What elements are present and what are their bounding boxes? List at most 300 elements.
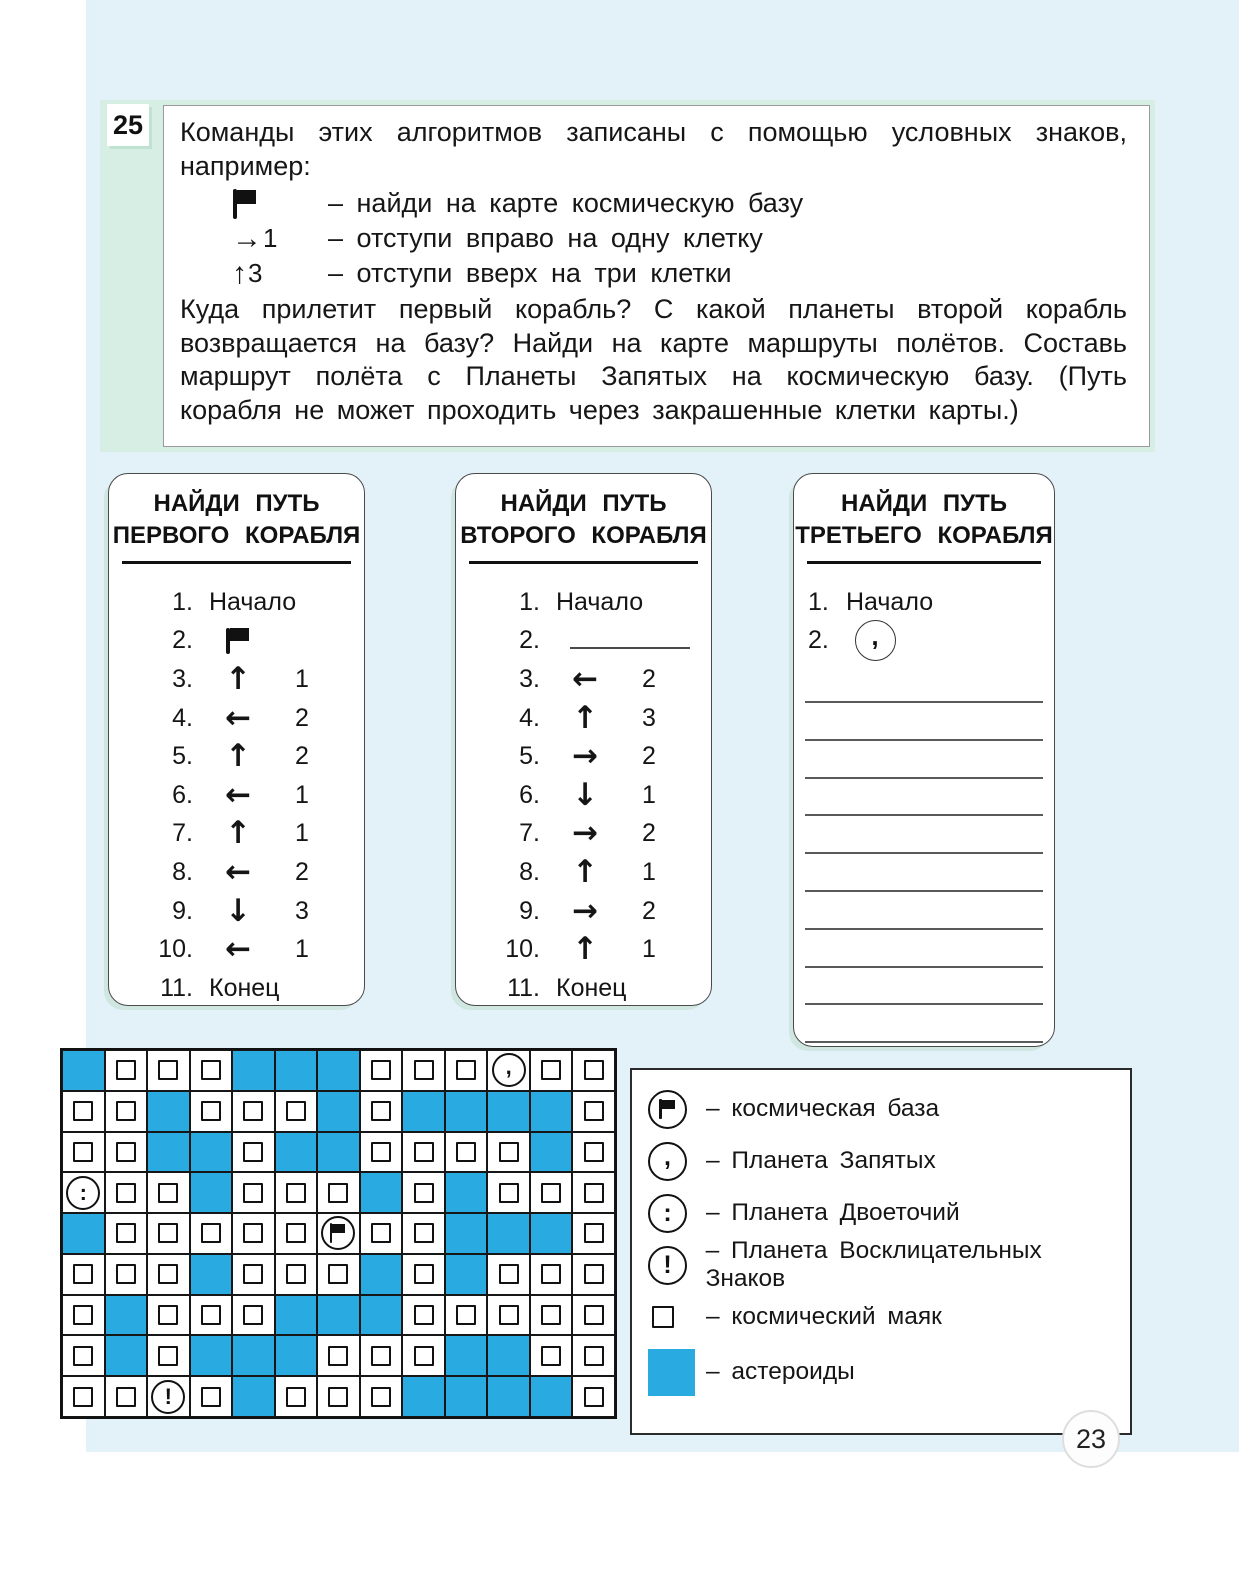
map-cell-beacon <box>232 1091 275 1132</box>
map-cell-asteroid <box>317 1050 360 1091</box>
legend-item <box>648 1343 1130 1401</box>
answer-line <box>805 1003 1043 1005</box>
asteroid-icon <box>648 1349 706 1396</box>
map-cell-asteroid <box>317 1295 360 1336</box>
map-cell-asteroid <box>275 1335 318 1376</box>
algorithm-step <box>149 699 364 738</box>
beacon-icon <box>116 1264 136 1284</box>
map-cell-beacon <box>360 1335 403 1376</box>
beacon-icon <box>584 1101 604 1121</box>
symbol-count: 3 <box>248 258 263 288</box>
algorithm-step <box>496 853 711 892</box>
step-number: 11. <box>507 973 540 1002</box>
beacon-icon <box>158 1305 178 1325</box>
map-cell-beacon <box>445 1050 488 1091</box>
algorithm-step <box>149 930 364 969</box>
answer-line <box>805 814 1043 816</box>
step-number: 1. <box>172 587 193 616</box>
space-base-icon <box>648 1090 706 1129</box>
planet-comma-icon <box>648 1142 706 1181</box>
map-cell-asteroid <box>62 1213 105 1254</box>
beacon-icon <box>158 1346 178 1366</box>
arrow-right-icon: → <box>572 892 598 929</box>
map-cell-beacon <box>105 1172 148 1213</box>
map-cell-beacon <box>105 1091 148 1132</box>
map-cell-beacon <box>445 1295 488 1336</box>
beacon-icon <box>541 1346 561 1366</box>
beacon-icon <box>286 1223 306 1243</box>
flag-icon <box>658 1099 677 1119</box>
space-map-grid <box>60 1048 617 1419</box>
beacon-icon <box>456 1142 476 1162</box>
beacon-icon <box>201 1223 221 1243</box>
legend-label: – Планета Восклицательных Знаков <box>705 1237 1042 1292</box>
beacon-icon <box>243 1223 263 1243</box>
arrow-up-icon <box>209 660 267 697</box>
map-cell-asteroid <box>275 1132 318 1173</box>
map-cell-asteroid <box>62 1050 105 1091</box>
step-label: Конец <box>556 973 627 1002</box>
arrow-left-icon <box>209 699 267 736</box>
beacon-icon <box>201 1305 221 1325</box>
map-cell-beacon <box>572 1091 615 1132</box>
planet-comma-icon <box>846 620 904 661</box>
beacon-icon <box>652 1306 674 1328</box>
page-number: 23 <box>1062 1410 1120 1468</box>
algorithm-step <box>808 622 1054 661</box>
card-title <box>109 488 364 552</box>
step-number: 8. <box>172 857 193 886</box>
beacon-icon <box>584 1142 604 1162</box>
map-cell-beacon <box>147 1050 190 1091</box>
beacon-icon <box>371 1346 391 1366</box>
task-body: Куда прилетит первый корабль? С какой планеты второй корабль возвращается на базу? Найди на карте маршруты полётов. Составь маршрут полёта с Планеты Запятых на космическую базу. (Путь корабля не может проходить через закрашенные клетки карты.) <box>180 294 1127 425</box>
beacon-icon <box>243 1183 263 1203</box>
planet-colon-icon: : <box>66 1176 100 1210</box>
arrow-left-icon <box>556 660 614 697</box>
beacon-icon <box>499 1183 519 1203</box>
step-number: 9. <box>519 896 540 925</box>
map-cell-beacon <box>572 1132 615 1173</box>
arrow-up-icon <box>556 853 614 890</box>
step-label: Начало <box>846 587 934 616</box>
step-number: 3. <box>172 664 193 693</box>
beacon-icon <box>371 1060 391 1080</box>
arrow-left-icon: ← <box>225 931 251 968</box>
answer-line <box>805 928 1043 930</box>
map-cell-asteroid <box>190 1335 233 1376</box>
task-number-badge: 25 <box>107 104 149 146</box>
arrow-down-icon <box>556 776 614 813</box>
arrow-up-icon <box>556 699 614 736</box>
legend-item <box>648 1239 1130 1291</box>
map-cell-beacon <box>402 1335 445 1376</box>
map-cell-beacon <box>147 1172 190 1213</box>
algorithm-step <box>496 660 711 699</box>
map-cell-beacon <box>105 1376 148 1417</box>
symbol-examples <box>180 186 1127 291</box>
space-base-icon <box>321 1216 355 1250</box>
map-cell-beacon <box>190 1050 233 1091</box>
map-cell-asteroid <box>232 1376 275 1417</box>
map-cell-planet-comma <box>487 1050 530 1091</box>
map-cell-asteroid <box>530 1376 573 1417</box>
step-count: 1 <box>295 780 309 809</box>
beacon-icon <box>116 1060 136 1080</box>
legend-label: – астероиды <box>706 1358 855 1385</box>
map-cell-beacon <box>572 1050 615 1091</box>
symbol-description: – отступи вверх на три клетки <box>328 258 732 288</box>
beacon-icon <box>328 1264 348 1284</box>
map-cell-asteroid <box>402 1376 445 1417</box>
map-cell-beacon <box>147 1295 190 1336</box>
card-third-ship <box>793 473 1055 1047</box>
step-count: 1 <box>642 935 656 964</box>
step-count: 1 <box>642 857 656 886</box>
arrow-up-icon <box>209 738 267 775</box>
map-cell-beacon <box>360 1091 403 1132</box>
card-title-line2: ВТОРОГО КОРАБЛЯ <box>460 522 707 549</box>
card-second-ship <box>455 473 712 1006</box>
beacon-icon <box>584 1060 604 1080</box>
map-cell-beacon <box>232 1254 275 1295</box>
map-cell-beacon <box>360 1050 403 1091</box>
answer-line <box>805 701 1043 703</box>
answer-line <box>805 777 1043 779</box>
arrow-down-icon: ↓ <box>225 892 251 929</box>
map-cell-beacon <box>275 1091 318 1132</box>
planet-comma-icon: , <box>648 1142 687 1181</box>
map-cell-asteroid <box>105 1335 148 1376</box>
beacon-icon <box>73 1305 93 1325</box>
card-title <box>456 488 711 552</box>
symbol-example-row <box>180 256 1127 291</box>
map-cell-asteroid <box>487 1213 530 1254</box>
step-number: 7. <box>172 819 193 848</box>
map-cell-beacon <box>487 1172 530 1213</box>
map-cell-asteroid <box>487 1091 530 1132</box>
beacon-icon <box>584 1183 604 1203</box>
beacon-icon <box>371 1387 391 1407</box>
map-cell-beacon <box>232 1295 275 1336</box>
map-cell-planet-exclamation <box>147 1376 190 1417</box>
beacon-icon <box>414 1142 434 1162</box>
map-cell-beacon <box>530 1254 573 1295</box>
map-cell-planet-colon <box>62 1172 105 1213</box>
beacon-icon <box>201 1060 221 1080</box>
step-number: 11. <box>160 973 193 1002</box>
step-count: 2 <box>295 742 309 771</box>
algorithm-step <box>149 583 364 622</box>
map-cell-beacon <box>317 1254 360 1295</box>
arrow-left-icon <box>209 853 267 890</box>
beacon-icon <box>414 1183 434 1203</box>
map-cell-beacon <box>232 1213 275 1254</box>
planet-colon-icon: : <box>648 1194 687 1233</box>
algorithm-step <box>496 815 711 854</box>
step-count: 3 <box>642 703 656 732</box>
step-number: 1. <box>808 587 829 616</box>
map-cell-asteroid <box>317 1091 360 1132</box>
map-cell-beacon <box>572 1335 615 1376</box>
map-cell-beacon <box>572 1254 615 1295</box>
map-cell-beacon <box>105 1254 148 1295</box>
map-cell-beacon <box>190 1091 233 1132</box>
map-cell-beacon <box>62 1254 105 1295</box>
answer-line <box>805 966 1043 968</box>
arrow-left-icon: ← <box>225 699 251 736</box>
beacon-icon <box>116 1101 136 1121</box>
step-count: 1 <box>642 780 656 809</box>
map-cell-space-base <box>317 1213 360 1254</box>
step-number: 2. <box>172 626 193 655</box>
algorithm-step <box>149 660 364 699</box>
arrow-up-icon: ↑ <box>225 815 251 852</box>
map-cell-beacon <box>402 1295 445 1336</box>
legend-item <box>648 1083 1130 1135</box>
map-cell-beacon <box>530 1172 573 1213</box>
map-cell-beacon <box>572 1172 615 1213</box>
step-number: 4. <box>519 703 540 732</box>
arrow-right-icon: → <box>572 738 598 775</box>
step-count: 2 <box>642 896 656 925</box>
map-cell-beacon <box>317 1376 360 1417</box>
map-cell-beacon <box>275 1254 318 1295</box>
arrow-right-icon <box>556 892 614 929</box>
beacon-icon <box>414 1305 434 1325</box>
beacon-icon <box>158 1264 178 1284</box>
map-cell-beacon <box>445 1132 488 1173</box>
algorithm-step <box>496 622 711 661</box>
step-number: 10. <box>158 935 193 964</box>
symbol-description: – найди на карте космическую базу <box>328 188 804 218</box>
step-number: 9. <box>172 896 193 925</box>
task-intro: Команды этих алгоритмов записаны с помощью условных знаков, например: <box>180 117 1127 181</box>
map-cell-beacon <box>62 1091 105 1132</box>
map-cell-beacon <box>360 1213 403 1254</box>
step-count: 2 <box>642 819 656 848</box>
map-cell-beacon <box>275 1376 318 1417</box>
step-number: 6. <box>519 780 540 809</box>
step-number: 2. <box>808 626 829 655</box>
beacon-icon <box>541 1060 561 1080</box>
algorithm-step <box>496 583 711 622</box>
card-title <box>794 488 1054 552</box>
step-count: 1 <box>295 819 309 848</box>
flag-icon <box>225 628 251 654</box>
map-cell-asteroid <box>445 1254 488 1295</box>
beacon-icon <box>243 1101 263 1121</box>
step-count: 1 <box>295 935 309 964</box>
beacon-icon <box>499 1264 519 1284</box>
arrow-down-icon <box>209 892 267 929</box>
arrow-right-icon: → <box>232 221 262 255</box>
map-cell-asteroid <box>402 1091 445 1132</box>
answer-line <box>805 1041 1043 1043</box>
map-cell-beacon <box>402 1172 445 1213</box>
algorithm-step <box>496 737 711 776</box>
legend-label: – Планета Двоеточий <box>706 1199 960 1226</box>
beacon-icon <box>286 1264 306 1284</box>
map-cell-beacon <box>360 1132 403 1173</box>
beacon-icon <box>584 1305 604 1325</box>
planet-exclamation-icon: ! <box>151 1380 185 1414</box>
beacon-icon <box>541 1305 561 1325</box>
map-cell-beacon <box>62 1335 105 1376</box>
map-cell-beacon <box>317 1335 360 1376</box>
legend-label: – космический маяк <box>706 1303 942 1330</box>
step-number: 2. <box>519 626 540 655</box>
map-cell-beacon <box>487 1254 530 1295</box>
map-cell-asteroid <box>232 1050 275 1091</box>
algorithm-step <box>149 853 364 892</box>
title-divider <box>469 561 698 564</box>
map-cell-beacon <box>105 1213 148 1254</box>
map-cell-asteroid <box>445 1376 488 1417</box>
planet-comma-icon: , <box>855 620 896 661</box>
step-label: Конец <box>209 973 280 1002</box>
arrow-up-icon: ↑ <box>225 738 251 775</box>
step-number: 5. <box>519 742 540 771</box>
arrow-up-icon: ↑ <box>232 256 247 290</box>
beacon-icon <box>328 1387 348 1407</box>
beacon-icon <box>73 1142 93 1162</box>
step-count: 2 <box>295 703 309 732</box>
map-cell-beacon <box>62 1132 105 1173</box>
title-divider <box>122 561 351 564</box>
map-cell-beacon <box>190 1213 233 1254</box>
algorithm-steps <box>109 583 364 1008</box>
step-label: Начало <box>556 587 644 616</box>
beacon-icon <box>414 1264 434 1284</box>
arrow-left-icon: ← <box>225 776 251 813</box>
map-cell-asteroid <box>445 1213 488 1254</box>
algorithm-step <box>496 930 711 969</box>
beacon-icon <box>158 1060 178 1080</box>
step-label: Начало <box>209 587 297 616</box>
card-title-line1: НАЙДИ ПУТЬ <box>500 490 667 517</box>
planet-colon-icon <box>648 1194 706 1233</box>
step-count: 2 <box>642 664 656 693</box>
beacon-icon <box>328 1346 348 1366</box>
space-base-icon <box>648 1090 687 1129</box>
step-count: 1 <box>295 664 309 693</box>
map-cell-beacon <box>402 1050 445 1091</box>
map-cell-beacon <box>62 1295 105 1336</box>
legend-item <box>648 1187 1130 1239</box>
title-divider <box>807 561 1041 564</box>
planet-exclamation-icon: ! <box>648 1246 687 1285</box>
map-cell-asteroid <box>275 1050 318 1091</box>
algorithm-step <box>149 969 364 1008</box>
algorithm-step <box>149 776 364 815</box>
step-count: 2 <box>295 857 309 886</box>
step-count: 2 <box>642 742 656 771</box>
beacon-icon <box>243 1264 263 1284</box>
map-cell-asteroid <box>360 1172 403 1213</box>
beacon-icon <box>201 1101 221 1121</box>
map-cell-beacon <box>105 1050 148 1091</box>
task-box <box>100 100 1155 452</box>
map-cell-beacon <box>530 1050 573 1091</box>
map-cell-beacon <box>190 1376 233 1417</box>
beacon-icon <box>499 1142 519 1162</box>
step-number: 5. <box>172 742 193 771</box>
step-number: 8. <box>519 857 540 886</box>
map-cell-beacon <box>402 1213 445 1254</box>
map-cell-beacon <box>62 1376 105 1417</box>
step-count: 3 <box>295 896 309 925</box>
beacon-icon <box>371 1101 391 1121</box>
beacon-icon <box>584 1223 604 1243</box>
beacon-icon <box>499 1305 519 1325</box>
beacon-icon <box>414 1346 434 1366</box>
beacon-icon <box>73 1101 93 1121</box>
beacon-icon <box>73 1264 93 1284</box>
planet-exclamation-icon <box>648 1246 706 1285</box>
map-cell-asteroid <box>530 1132 573 1173</box>
map-cell-beacon <box>105 1132 148 1173</box>
beacon-icon <box>73 1387 93 1407</box>
step-number: 6. <box>172 780 193 809</box>
map-cell-asteroid <box>317 1132 360 1173</box>
beacon-icon <box>414 1223 434 1243</box>
map-cell-asteroid <box>445 1172 488 1213</box>
map-cell-asteroid <box>530 1213 573 1254</box>
algorithm-step <box>496 776 711 815</box>
arrow-up-icon: ↑ <box>572 931 598 968</box>
step-number: 7. <box>519 819 540 848</box>
map-cell-beacon <box>530 1335 573 1376</box>
algorithm-step <box>149 622 364 661</box>
task-content <box>163 105 1150 447</box>
planet-comma-icon: , <box>492 1053 526 1087</box>
arrow-right-icon: → <box>572 815 598 852</box>
map-cell-asteroid <box>147 1132 190 1173</box>
map-cell-beacon <box>147 1213 190 1254</box>
map-cell-beacon <box>317 1172 360 1213</box>
arrow-left-icon <box>209 776 267 813</box>
map-cell-asteroid <box>190 1254 233 1295</box>
symbol-example-row <box>180 186 1127 221</box>
beacon-icon <box>541 1183 561 1203</box>
beacon-icon <box>158 1183 178 1203</box>
answer-lines <box>794 474 1054 1046</box>
flag-icon <box>329 1223 348 1243</box>
step-number: 3. <box>519 664 540 693</box>
map-cell-beacon <box>572 1213 615 1254</box>
map-cell-beacon <box>190 1295 233 1336</box>
beacon-icon <box>116 1142 136 1162</box>
asteroid-icon <box>648 1349 695 1396</box>
arrow-left-icon: ← <box>572 660 598 697</box>
algorithm-step <box>149 737 364 776</box>
algorithm-step <box>808 583 1054 622</box>
algorithm-steps <box>456 583 711 1008</box>
beacon-icon <box>286 1101 306 1121</box>
legend-label: – космическая база <box>706 1095 940 1122</box>
arrow-left-icon <box>209 931 267 968</box>
map-cell-beacon <box>487 1132 530 1173</box>
card-first-ship <box>108 473 365 1006</box>
algorithm-step <box>496 892 711 931</box>
map-cell-beacon <box>530 1295 573 1336</box>
beacon-icon <box>286 1183 306 1203</box>
beacon-icon <box>456 1060 476 1080</box>
symbol-count: 1 <box>263 223 278 253</box>
map-cell-beacon <box>232 1132 275 1173</box>
map-cell-asteroid <box>147 1091 190 1132</box>
